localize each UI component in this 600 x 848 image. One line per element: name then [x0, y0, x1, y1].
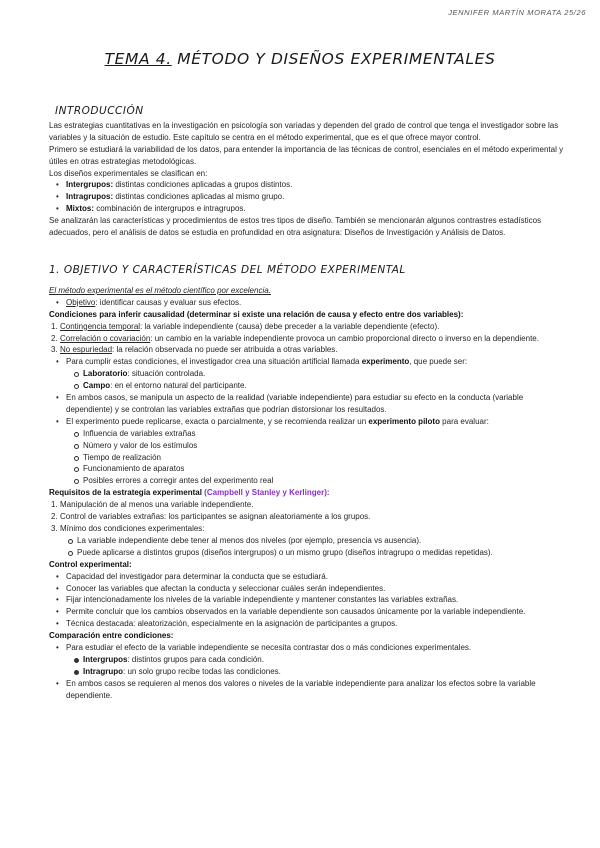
section-1-heading: 1. OBJETIVO Y CARACTERÍSTICAS DEL MÉTODO EXPERIMENTAL — [49, 263, 406, 276]
list-item: 1. Manipulación de al menos una variable independiente. — [51, 500, 254, 510]
author-header: JENNIFER MARTÍN MORATA 25/26 — [448, 8, 586, 17]
intro-paragraph-4: Se analizarán las características y procedimientos de estos tres tipos de diseño. También se mencionarán algunos contrastres estadísticos adecuados, pero el análisis de datos se estudia en profundidad en otra asignatura: Diseños de Investigación y Análisis de Datos. — [49, 216, 542, 238]
list-item: Laboratorio: situación controlada. — [66, 368, 564, 380]
control-list — [49, 571, 564, 631]
list-item: 3. Mínimo dos condiciones experimentales: La variable independiente debe tener al menos dos niveles (por ejemplo, presencia vs ausencia). Puede aplicarse a distintos grupos (diseños intergrupos) o un mismo grupo (diseños intragrupo o medidas repetidas). — [49, 523, 564, 559]
list-item: • En ambos casos se requieren al menos dos valores o niveles de la variable independiente para analizar los efectos sobre la variable dependiente. — [49, 678, 564, 702]
conditions-heading: Condiciones para inferir causalidad (determinar si existe una relación de causa y efecto entre dos variables): — [49, 309, 464, 319]
title-text: MÉTODO Y DISEÑOS EXPERIMENTALES — [171, 50, 496, 68]
list-item: • Objetivo: identificar causas y evaluar sus efectos. — [49, 297, 564, 309]
requirements-list — [49, 499, 564, 559]
list-item: • Mixtos: combinación de intergrupos e intragrupos. — [49, 203, 564, 215]
list-item: • Permite concluir que los cambios observados en la variable dependiente son causados únicamente por la variable independiente. — [49, 606, 564, 618]
section-1-lead: El método experimental es el método científico por excelencia. — [49, 285, 271, 295]
list-item: • El experimento puede replicarse, exacta o parcialmente, y se recomienda realizar un experimento piloto para evaluar: Influencia de variables extrañas Número y valor de los estímulos Tiempo de realización Funcionamiento de aparatos Posibles errores a corregir antes del experimento real — [49, 416, 564, 487]
list-item: • Conocer las variables que afectan la conducta y seleccionar cuáles serán independientes. — [49, 583, 564, 595]
list-item: • Intergrupos: distintas condiciones aplicadas a grupos distintos. — [49, 179, 564, 191]
document-body — [49, 106, 564, 702]
list-item: Tiempo de realización — [66, 452, 564, 464]
control-heading: Control experimental: — [49, 559, 132, 569]
list-item: 3. No espuriedad: la relación observada no puede ser atribuida a otras variables. — [51, 345, 338, 355]
requirements-heading: Requisitos de la estrategia experimental (Campbell y Stanley y Kerlinger): — [49, 488, 330, 498]
list-item: • Técnica destacada: aleatorización, especialmente en la asignación de participantes a grupos. — [49, 618, 564, 630]
page-title — [0, 50, 600, 68]
intro-paragraph-2: Primero se estudiará la variabilidad de los datos, para entender la importancia de las técnicas de control, esenciales en el método experimental y útiles en otras estrategias metodológicas. — [49, 144, 564, 166]
list-item: • Intragrupos: distintas condiciones aplicadas al mismo grupo. — [49, 191, 564, 203]
list-item: Puede aplicarse a distintos grupos (diseños intergrupos) o un mismo grupo (diseños intragrupo o medidas repetidas). — [60, 547, 564, 559]
conditions-list — [49, 321, 564, 357]
pilot-items-list — [66, 428, 564, 488]
list-item: 1. Contingencia temporal: la variable independiente (causa) debe preceder a la variable dependiente (efecto). — [51, 321, 440, 331]
list-item: Intergrupos: distintos grupos para cada condición. — [66, 654, 564, 666]
experiment-types-list — [66, 368, 564, 392]
list-item: Campo: en el entorno natural del participante. — [66, 380, 564, 392]
experiment-list — [49, 356, 564, 487]
comparison-list — [49, 642, 564, 702]
requirements-sub-list — [60, 535, 564, 559]
list-item: 2. Correlación o covariación: un cambio en la variable independiente provoca un cambio proporcional directo o inverso en la dependiente. — [51, 333, 539, 343]
list-item: La variable independiente debe tener al menos dos niveles (por ejemplo, presencia vs ausencia). — [60, 535, 564, 547]
list-item: Posibles errores a corregir antes del experimento real — [66, 475, 564, 487]
list-item: 2. Control de variables extrañas: los participantes se asignan aleatoriamente a los grupos. — [51, 512, 371, 522]
list-item: Número y valor de los estímulos — [66, 440, 564, 452]
list-item: • Para cumplir estas condiciones, el investigador crea una situación artificial llamada experimento, que puede ser: Laboratorio: situación controlada. Campo: en el entorno natural del participante. — [49, 356, 564, 392]
title-number: TEMA 4. — [104, 50, 172, 68]
list-item: • Para estudiar el efecto de la variable independiente se necesita contrastar dos o más condiciones experimentales. Intergrupos: distintos grupos para cada condición. Intragrupo: un solo grupo recibe todas las condiciones. — [49, 642, 564, 678]
intro-paragraph-1: Las estrategias cuantitativas en la investigación en psicología son variadas y dependen del grado de control que tenga el investigador sobre las variables y la situación de estudio. Este capítulo se centra en el método experimental, que es el que ofrece mayor control. — [49, 120, 559, 142]
list-item: • Fijar intencionadamente los niveles de la variable independiente y mantener constantes las variables extrañas. — [49, 594, 564, 606]
intro-paragraph-3: Los diseños experimentales se clasifican en: — [49, 168, 208, 178]
comparison-sub-list — [66, 654, 564, 678]
list-item: • Capacidad del investigador para determinar la conducta que se estudiará. — [49, 571, 564, 583]
intro-heading: INTRODUCCIÓN — [55, 105, 144, 117]
comparison-heading: Comparación entre condiciones: — [49, 631, 174, 641]
list-item: Intragrupo: un solo grupo recibe todas las condiciones. — [66, 666, 564, 678]
list-item: Influencia de variables extrañas — [66, 428, 564, 440]
list-item: Funcionamiento de aparatos — [66, 463, 564, 475]
design-types-list — [49, 179, 564, 215]
list-item: • En ambos casos, se manipula un aspecto de la realidad (variable independiente) para estudiar su efecto en la conducta (variable dependiente) y se controlan las variables extrañas que podrían distorsionar los resultados. — [49, 392, 564, 416]
objective-list — [49, 297, 564, 309]
